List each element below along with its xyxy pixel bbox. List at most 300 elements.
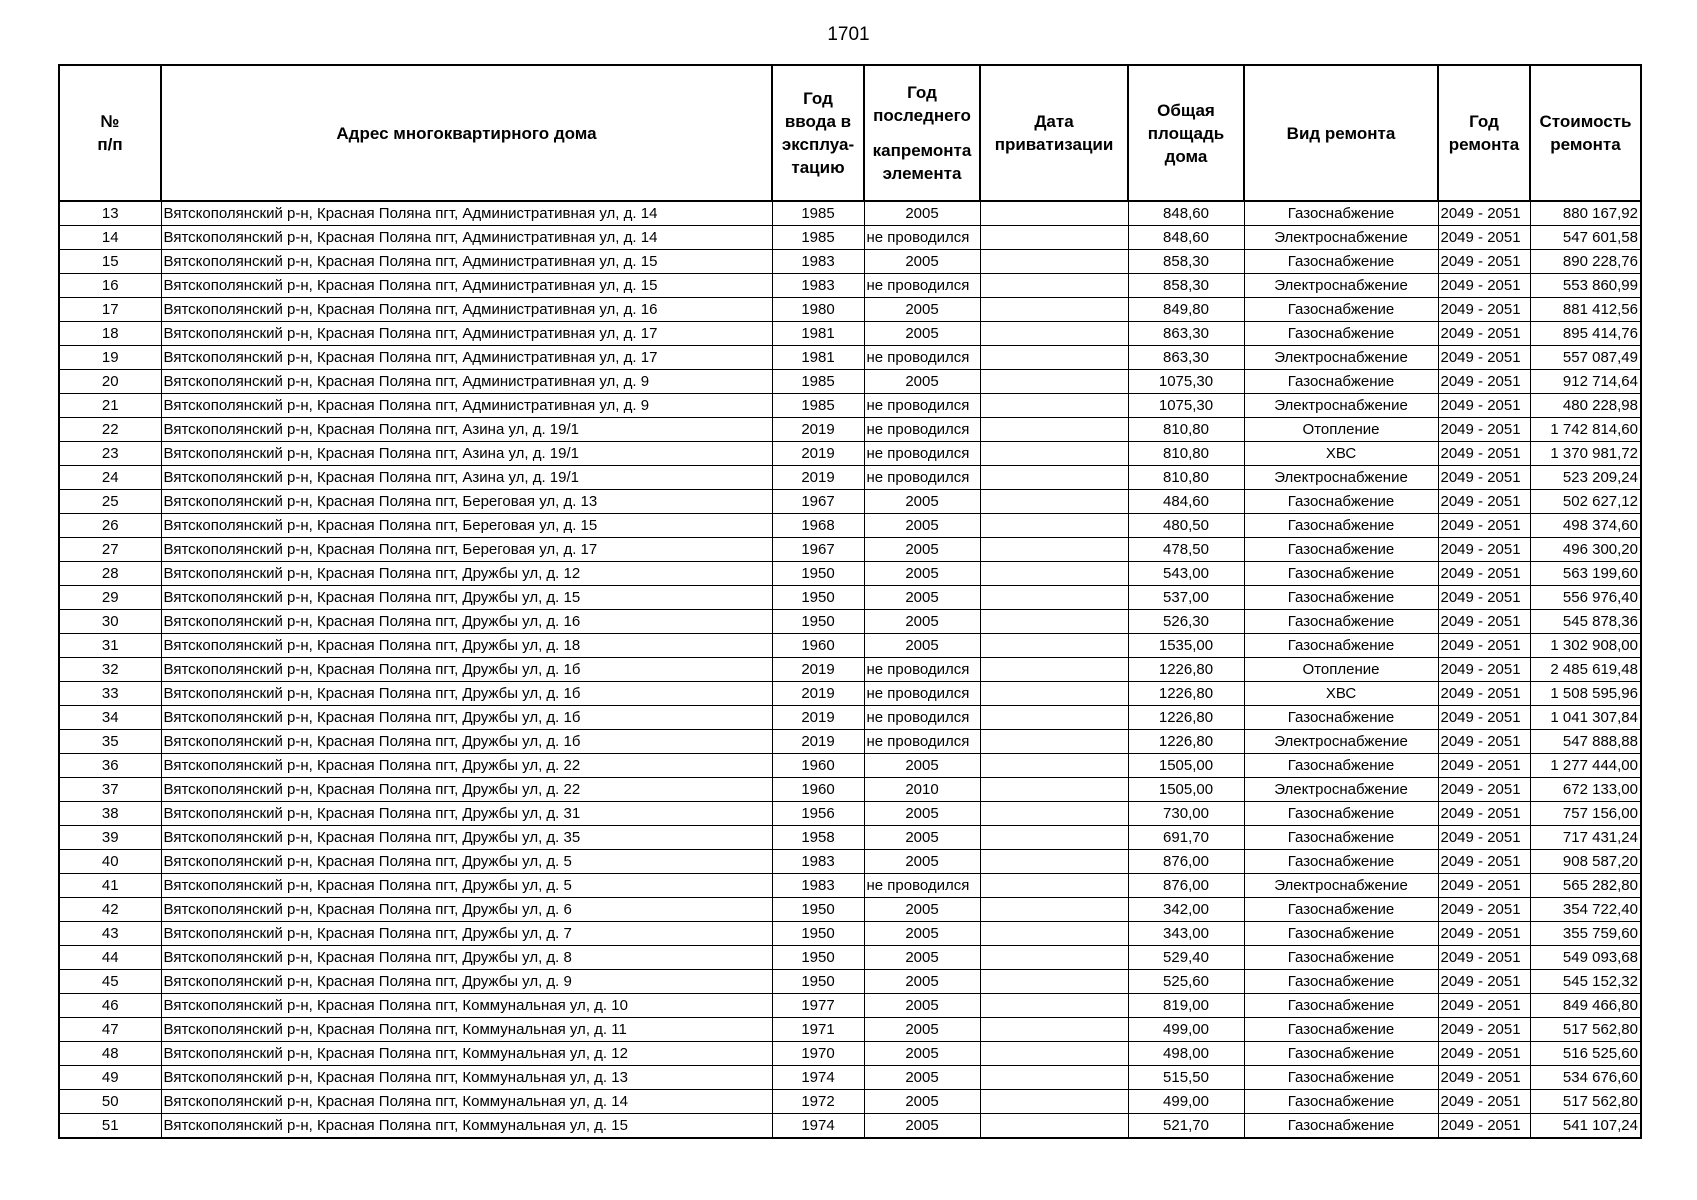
cell-num: 20 [59, 370, 161, 394]
table-row [59, 226, 1641, 250]
cell-address: Вятскополянский р-н, Красная Поляна пгт, Дружбы ул, д. 1б [161, 682, 772, 706]
cell-repair-type: Газоснабжение [1244, 514, 1438, 538]
cell-last-repair: 2005 [864, 898, 980, 922]
cell-address: Вятскополянский р-н, Красная Поляна пгт, Дружбы ул, д. 31 [161, 802, 772, 826]
cell-privatization [980, 658, 1128, 682]
cell-area: 730,00 [1128, 802, 1244, 826]
cell-year-commission: 1968 [772, 514, 864, 538]
cell-year-commission: 1967 [772, 538, 864, 562]
cell-area: 810,80 [1128, 442, 1244, 466]
table-row [59, 466, 1641, 490]
cell-last-repair: 2005 [864, 850, 980, 874]
cell-num: 35 [59, 730, 161, 754]
cell-repair-type: Электроснабжение [1244, 226, 1438, 250]
cell-last-repair: не проводился [864, 442, 980, 466]
cell-area: 848,60 [1128, 226, 1244, 250]
cell-repair-period: 2049 - 2051 [1438, 850, 1530, 874]
cell-repair-period: 2049 - 2051 [1438, 346, 1530, 370]
cell-year-commission: 1971 [772, 1018, 864, 1042]
cell-privatization [980, 898, 1128, 922]
cell-year-commission: 1980 [772, 298, 864, 322]
cell-num: 13 [59, 201, 161, 226]
cell-num: 45 [59, 970, 161, 994]
header-privatization-line1: Дата [1034, 112, 1074, 131]
cell-area: 1226,80 [1128, 730, 1244, 754]
cell-repair-period: 2049 - 2051 [1438, 802, 1530, 826]
cell-address: Вятскополянский р-н, Красная Поляна пгт, Дружбы ул, д. 18 [161, 634, 772, 658]
cell-repair-period: 2049 - 2051 [1438, 226, 1530, 250]
cell-area: 858,30 [1128, 274, 1244, 298]
table-row [59, 1042, 1641, 1066]
cell-num: 19 [59, 346, 161, 370]
cell-repair-type: Газоснабжение [1244, 610, 1438, 634]
cell-repair-type: Газоснабжение [1244, 1114, 1438, 1139]
cell-address: Вятскополянский р-н, Красная Поляна пгт, Административная ул, д. 17 [161, 322, 772, 346]
cell-address: Вятскополянский р-н, Красная Поляна пгт, Административная ул, д. 14 [161, 226, 772, 250]
cell-address: Вятскополянский р-н, Красная Поляна пгт, Дружбы ул, д. 12 [161, 562, 772, 586]
cell-num: 24 [59, 466, 161, 490]
cell-address: Вятскополянский р-н, Красная Поляна пгт, Коммунальная ул, д. 13 [161, 1066, 772, 1090]
cell-last-repair: не проводился [864, 874, 980, 898]
cell-year-commission: 1972 [772, 1090, 864, 1114]
header-privatization [980, 65, 1128, 201]
cell-repair-type: Электроснабжение [1244, 874, 1438, 898]
cell-area: 1505,00 [1128, 778, 1244, 802]
header-num-line2: п/п [97, 135, 123, 154]
cell-year-commission: 1958 [772, 826, 864, 850]
cell-cost: 354 722,40 [1530, 898, 1641, 922]
header-year-commission [772, 65, 864, 201]
cell-address: Вятскополянский р-н, Красная Поляна пгт, Дружбы ул, д. 9 [161, 970, 772, 994]
cell-address: Вятскополянский р-н, Красная Поляна пгт, Азина ул, д. 19/1 [161, 442, 772, 466]
cell-last-repair: 2005 [864, 802, 980, 826]
header-last-repair-line3: капремонта [872, 141, 972, 160]
cell-repair-type: ХВС [1244, 682, 1438, 706]
header-address: Адрес многоквартирного дома [161, 65, 772, 201]
cell-cost: 517 562,80 [1530, 1090, 1641, 1114]
cell-last-repair: 2005 [864, 201, 980, 226]
header-num [59, 65, 161, 201]
cell-area: 819,00 [1128, 994, 1244, 1018]
table-row [59, 682, 1641, 706]
cell-cost: 1 742 814,60 [1530, 418, 1641, 442]
cell-cost: 355 759,60 [1530, 922, 1641, 946]
cell-address: Вятскополянский р-н, Красная Поляна пгт, Административная ул, д. 14 [161, 201, 772, 226]
cell-repair-type: Газоснабжение [1244, 946, 1438, 970]
cell-cost: 517 562,80 [1530, 1018, 1641, 1042]
cell-area: 691,70 [1128, 826, 1244, 850]
cell-num: 50 [59, 1090, 161, 1114]
table-row [59, 874, 1641, 898]
table-row [59, 994, 1641, 1018]
cell-last-repair: 2005 [864, 922, 980, 946]
cell-address: Вятскополянский р-н, Красная Поляна пгт, Азина ул, д. 19/1 [161, 466, 772, 490]
repair-registry-table [58, 64, 1642, 1139]
cell-privatization [980, 586, 1128, 610]
header-year-commission-line2: ввода в [784, 112, 852, 131]
cell-privatization [980, 778, 1128, 802]
cell-privatization [980, 1018, 1128, 1042]
header-row [59, 65, 1641, 201]
cell-address: Вятскополянский р-н, Красная Поляна пгт, Дружбы ул, д. 35 [161, 826, 772, 850]
cell-repair-type: Газоснабжение [1244, 298, 1438, 322]
cell-year-commission: 1981 [772, 322, 864, 346]
cell-cost: 1 302 908,00 [1530, 634, 1641, 658]
cell-address: Вятскополянский р-н, Красная Поляна пгт, Дружбы ул, д. 22 [161, 754, 772, 778]
cell-privatization [980, 562, 1128, 586]
cell-last-repair: 2005 [864, 1042, 980, 1066]
cell-area: 863,30 [1128, 322, 1244, 346]
cell-privatization [980, 850, 1128, 874]
cell-area: 1226,80 [1128, 682, 1244, 706]
table-row [59, 490, 1641, 514]
cell-year-commission: 2019 [772, 706, 864, 730]
cell-num: 51 [59, 1114, 161, 1139]
cell-year-commission: 2019 [772, 658, 864, 682]
cell-year-commission: 1985 [772, 226, 864, 250]
cell-cost: 534 676,60 [1530, 1066, 1641, 1090]
header-last-repair-line2: последнего [873, 106, 971, 125]
cell-repair-period: 2049 - 2051 [1438, 874, 1530, 898]
cell-cost: 547 601,58 [1530, 226, 1641, 250]
cell-num: 25 [59, 490, 161, 514]
cell-area: 498,00 [1128, 1042, 1244, 1066]
cell-last-repair: не проводился [864, 706, 980, 730]
cell-repair-period: 2049 - 2051 [1438, 274, 1530, 298]
header-last-repair-line4: элемента [882, 164, 962, 183]
cell-num: 29 [59, 586, 161, 610]
cell-cost: 880 167,92 [1530, 201, 1641, 226]
cell-repair-period: 2049 - 2051 [1438, 922, 1530, 946]
cell-repair-period: 2049 - 2051 [1438, 754, 1530, 778]
cell-repair-period: 2049 - 2051 [1438, 514, 1530, 538]
cell-address: Вятскополянский р-н, Красная Поляна пгт, Дружбы ул, д. 1б [161, 730, 772, 754]
cell-cost: 563 199,60 [1530, 562, 1641, 586]
cell-num: 40 [59, 850, 161, 874]
cell-area: 499,00 [1128, 1018, 1244, 1042]
cell-address: Вятскополянский р-н, Красная Поляна пгт, Дружбы ул, д. 8 [161, 946, 772, 970]
cell-address: Вятскополянский р-н, Красная Поляна пгт, Административная ул, д. 9 [161, 394, 772, 418]
cell-cost: 908 587,20 [1530, 850, 1641, 874]
cell-repair-type: Газоснабжение [1244, 490, 1438, 514]
cell-year-commission: 1970 [772, 1042, 864, 1066]
cell-privatization [980, 1066, 1128, 1090]
cell-last-repair: 2005 [864, 1090, 980, 1114]
cell-privatization [980, 922, 1128, 946]
cell-address: Вятскополянский р-н, Красная Поляна пгт, Коммунальная ул, д. 10 [161, 994, 772, 1018]
cell-area: 849,80 [1128, 298, 1244, 322]
cell-repair-period: 2049 - 2051 [1438, 1066, 1530, 1090]
cell-repair-type: Газоснабжение [1244, 754, 1438, 778]
cell-address: Вятскополянский р-н, Красная Поляна пгт, Береговая ул, д. 13 [161, 490, 772, 514]
cell-cost: 890 228,76 [1530, 250, 1641, 274]
cell-area: 848,60 [1128, 201, 1244, 226]
header-year-commission-line4: тацию [791, 158, 845, 177]
cell-cost: 757 156,00 [1530, 802, 1641, 826]
cell-cost: 549 093,68 [1530, 946, 1641, 970]
cell-last-repair: не проводился [864, 658, 980, 682]
cell-area: 1226,80 [1128, 706, 1244, 730]
cell-privatization [980, 226, 1128, 250]
cell-repair-type: Газоснабжение [1244, 1042, 1438, 1066]
cell-area: 537,00 [1128, 586, 1244, 610]
cell-privatization [980, 706, 1128, 730]
cell-last-repair: 2005 [864, 946, 980, 970]
table-row [59, 922, 1641, 946]
cell-address: Вятскополянский р-н, Красная Поляна пгт, Дружбы ул, д. 1б [161, 658, 772, 682]
cell-num: 38 [59, 802, 161, 826]
cell-area: 342,00 [1128, 898, 1244, 922]
table-row [59, 298, 1641, 322]
cell-privatization [980, 682, 1128, 706]
cell-repair-type: Отопление [1244, 658, 1438, 682]
cell-privatization [980, 994, 1128, 1018]
cell-area: 810,80 [1128, 466, 1244, 490]
cell-cost: 1 508 595,96 [1530, 682, 1641, 706]
cell-repair-type: Отопление [1244, 418, 1438, 442]
cell-cost: 545 152,32 [1530, 970, 1641, 994]
table-row [59, 394, 1641, 418]
cell-last-repair: 2005 [864, 970, 980, 994]
cell-repair-type: Газоснабжение [1244, 250, 1438, 274]
table-row [59, 586, 1641, 610]
cell-cost: 502 627,12 [1530, 490, 1641, 514]
cell-cost: 717 431,24 [1530, 826, 1641, 850]
cell-last-repair: 2005 [864, 634, 980, 658]
cell-address: Вятскополянский р-н, Красная Поляна пгт, Административная ул, д. 15 [161, 274, 772, 298]
header-area [1128, 65, 1244, 201]
cell-last-repair: не проводился [864, 394, 980, 418]
cell-privatization [980, 538, 1128, 562]
cell-num: 33 [59, 682, 161, 706]
table-row [59, 970, 1641, 994]
cell-repair-type: Газоснабжение [1244, 1090, 1438, 1114]
cell-num: 43 [59, 922, 161, 946]
cell-year-commission: 1960 [772, 754, 864, 778]
cell-num: 39 [59, 826, 161, 850]
cell-cost: 895 414,76 [1530, 322, 1641, 346]
cell-privatization [980, 802, 1128, 826]
cell-num: 46 [59, 994, 161, 1018]
header-repair-year-line2: ремонта [1448, 135, 1520, 154]
cell-cost: 496 300,20 [1530, 538, 1641, 562]
cell-repair-type: Электроснабжение [1244, 730, 1438, 754]
header-area-line2: площадь [1147, 123, 1225, 143]
cell-area: 810,80 [1128, 418, 1244, 442]
cell-num: 14 [59, 226, 161, 250]
cell-repair-type: Газоснабжение [1244, 970, 1438, 994]
cell-repair-type: Газоснабжение [1244, 370, 1438, 394]
cell-repair-type: Газоснабжение [1244, 201, 1438, 226]
cell-repair-period: 2049 - 2051 [1438, 201, 1530, 226]
cell-repair-type: Газоснабжение [1244, 850, 1438, 874]
cell-area: 525,60 [1128, 970, 1244, 994]
cell-year-commission: 1950 [772, 562, 864, 586]
cell-last-repair: 2005 [864, 1066, 980, 1090]
cell-cost: 547 888,88 [1530, 730, 1641, 754]
cell-address: Вятскополянский р-н, Красная Поляна пгт, Административная ул, д. 9 [161, 370, 772, 394]
table-row [59, 418, 1641, 442]
cell-num: 18 [59, 322, 161, 346]
cell-year-commission: 1977 [772, 994, 864, 1018]
header-repair-year-line1: Год [1469, 112, 1499, 131]
cell-repair-period: 2049 - 2051 [1438, 970, 1530, 994]
cell-repair-type: ХВС [1244, 442, 1438, 466]
cell-last-repair: не проводился [864, 418, 980, 442]
cell-year-commission: 2019 [772, 418, 864, 442]
cell-repair-period: 2049 - 2051 [1438, 1018, 1530, 1042]
cell-address: Вятскополянский р-н, Красная Поляна пгт, Коммунальная ул, д. 12 [161, 1042, 772, 1066]
cell-privatization [980, 298, 1128, 322]
cell-last-repair: 2005 [864, 322, 980, 346]
cell-area: 863,30 [1128, 346, 1244, 370]
cell-repair-type: Электроснабжение [1244, 466, 1438, 490]
cell-repair-period: 2049 - 2051 [1438, 1042, 1530, 1066]
cell-repair-period: 2049 - 2051 [1438, 898, 1530, 922]
cell-num: 31 [59, 634, 161, 658]
cell-address: Вятскополянский р-н, Красная Поляна пгт, Дружбы ул, д. 1б [161, 706, 772, 730]
cell-year-commission: 2019 [772, 466, 864, 490]
cell-repair-type: Газоснабжение [1244, 586, 1438, 610]
header-repair-type: Вид ремонта [1244, 65, 1438, 201]
header-repair-year [1438, 65, 1530, 201]
cell-cost: 480 228,98 [1530, 394, 1641, 418]
cell-last-repair: 2005 [864, 826, 980, 850]
table-row [59, 802, 1641, 826]
header-num-line1: № [100, 112, 120, 131]
cell-num: 28 [59, 562, 161, 586]
cell-privatization [980, 874, 1128, 898]
cell-repair-period: 2049 - 2051 [1438, 442, 1530, 466]
cell-area: 526,30 [1128, 610, 1244, 634]
cell-cost: 498 374,60 [1530, 514, 1641, 538]
cell-repair-period: 2049 - 2051 [1438, 1114, 1530, 1139]
cell-repair-type: Газоснабжение [1244, 1066, 1438, 1090]
cell-year-commission: 1960 [772, 634, 864, 658]
header-area-line3: дома [1164, 146, 1208, 166]
cell-cost: 553 860,99 [1530, 274, 1641, 298]
cell-cost: 1 277 444,00 [1530, 754, 1641, 778]
cell-address: Вятскополянский р-н, Красная Поляна пгт, Дружбы ул, д. 22 [161, 778, 772, 802]
cell-privatization [980, 634, 1128, 658]
table-row [59, 730, 1641, 754]
cell-year-commission: 1974 [772, 1114, 864, 1139]
cell-cost: 912 714,64 [1530, 370, 1641, 394]
cell-address: Вятскополянский р-н, Красная Поляна пгт, Коммунальная ул, д. 15 [161, 1114, 772, 1139]
table-row [59, 250, 1641, 274]
cell-num: 23 [59, 442, 161, 466]
cell-area: 543,00 [1128, 562, 1244, 586]
table-row [59, 658, 1641, 682]
cell-year-commission: 2019 [772, 442, 864, 466]
cell-address: Вятскополянский р-н, Красная Поляна пгт, Дружбы ул, д. 5 [161, 874, 772, 898]
cell-year-commission: 1983 [772, 274, 864, 298]
cell-area: 1535,00 [1128, 634, 1244, 658]
cell-num: 44 [59, 946, 161, 970]
cell-area: 515,50 [1128, 1066, 1244, 1090]
cell-last-repair: 2005 [864, 514, 980, 538]
cell-repair-type: Газоснабжение [1244, 1018, 1438, 1042]
cell-cost: 545 878,36 [1530, 610, 1641, 634]
cell-cost: 516 525,60 [1530, 1042, 1641, 1066]
cell-cost: 556 976,40 [1530, 586, 1641, 610]
cell-num: 22 [59, 418, 161, 442]
cell-privatization [980, 466, 1128, 490]
cell-last-repair: не проводился [864, 682, 980, 706]
cell-privatization [980, 946, 1128, 970]
cell-repair-type: Газоснабжение [1244, 898, 1438, 922]
cell-last-repair: 2005 [864, 1114, 980, 1139]
cell-repair-type: Газоснабжение [1244, 322, 1438, 346]
cell-last-repair: 2005 [864, 250, 980, 274]
cell-repair-type: Газоснабжение [1244, 562, 1438, 586]
cell-repair-period: 2049 - 2051 [1438, 370, 1530, 394]
cell-privatization [980, 1114, 1128, 1139]
cell-privatization [980, 490, 1128, 514]
cell-num: 49 [59, 1066, 161, 1090]
cell-cost: 881 412,56 [1530, 298, 1641, 322]
cell-cost: 672 133,00 [1530, 778, 1641, 802]
cell-num: 32 [59, 658, 161, 682]
cell-repair-period: 2049 - 2051 [1438, 418, 1530, 442]
cell-last-repair: 2005 [864, 586, 980, 610]
cell-privatization [980, 370, 1128, 394]
header-cost-line1: Стоимость [1539, 112, 1632, 131]
cell-num: 27 [59, 538, 161, 562]
cell-last-repair: 2005 [864, 490, 980, 514]
cell-num: 15 [59, 250, 161, 274]
cell-repair-period: 2049 - 2051 [1438, 946, 1530, 970]
cell-address: Вятскополянский р-н, Красная Поляна пгт, Административная ул, д. 17 [161, 346, 772, 370]
cell-num: 37 [59, 778, 161, 802]
cell-cost: 565 282,80 [1530, 874, 1641, 898]
cell-repair-type: Газоснабжение [1244, 994, 1438, 1018]
cell-privatization [980, 754, 1128, 778]
cell-address: Вятскополянский р-н, Красная Поляна пгт, Дружбы ул, д. 15 [161, 586, 772, 610]
cell-year-commission: 2019 [772, 730, 864, 754]
cell-num: 47 [59, 1018, 161, 1042]
cell-repair-period: 2049 - 2051 [1438, 298, 1530, 322]
cell-year-commission: 2019 [772, 682, 864, 706]
cell-area: 480,50 [1128, 514, 1244, 538]
cell-year-commission: 1985 [772, 201, 864, 226]
cell-year-commission: 1960 [772, 778, 864, 802]
table-row [59, 514, 1641, 538]
cell-area: 1505,00 [1128, 754, 1244, 778]
cell-year-commission: 1950 [772, 970, 864, 994]
cell-repair-period: 2049 - 2051 [1438, 538, 1530, 562]
cell-year-commission: 1950 [772, 922, 864, 946]
cell-privatization [980, 1090, 1128, 1114]
cell-area: 478,50 [1128, 538, 1244, 562]
table-row [59, 778, 1641, 802]
cell-repair-period: 2049 - 2051 [1438, 490, 1530, 514]
cell-repair-period: 2049 - 2051 [1438, 706, 1530, 730]
cell-repair-type: Газоснабжение [1244, 538, 1438, 562]
cell-area: 521,70 [1128, 1114, 1244, 1139]
cell-year-commission: 1956 [772, 802, 864, 826]
cell-privatization [980, 970, 1128, 994]
cell-repair-type: Электроснабжение [1244, 346, 1438, 370]
cell-last-repair: 2005 [864, 610, 980, 634]
cell-area: 858,30 [1128, 250, 1244, 274]
cell-privatization [980, 394, 1128, 418]
cell-repair-period: 2049 - 2051 [1438, 994, 1530, 1018]
cell-address: Вятскополянский р-н, Красная Поляна пгт, Коммунальная ул, д. 14 [161, 1090, 772, 1114]
cell-year-commission: 1967 [772, 490, 864, 514]
cell-num: 16 [59, 274, 161, 298]
table-row [59, 1066, 1641, 1090]
